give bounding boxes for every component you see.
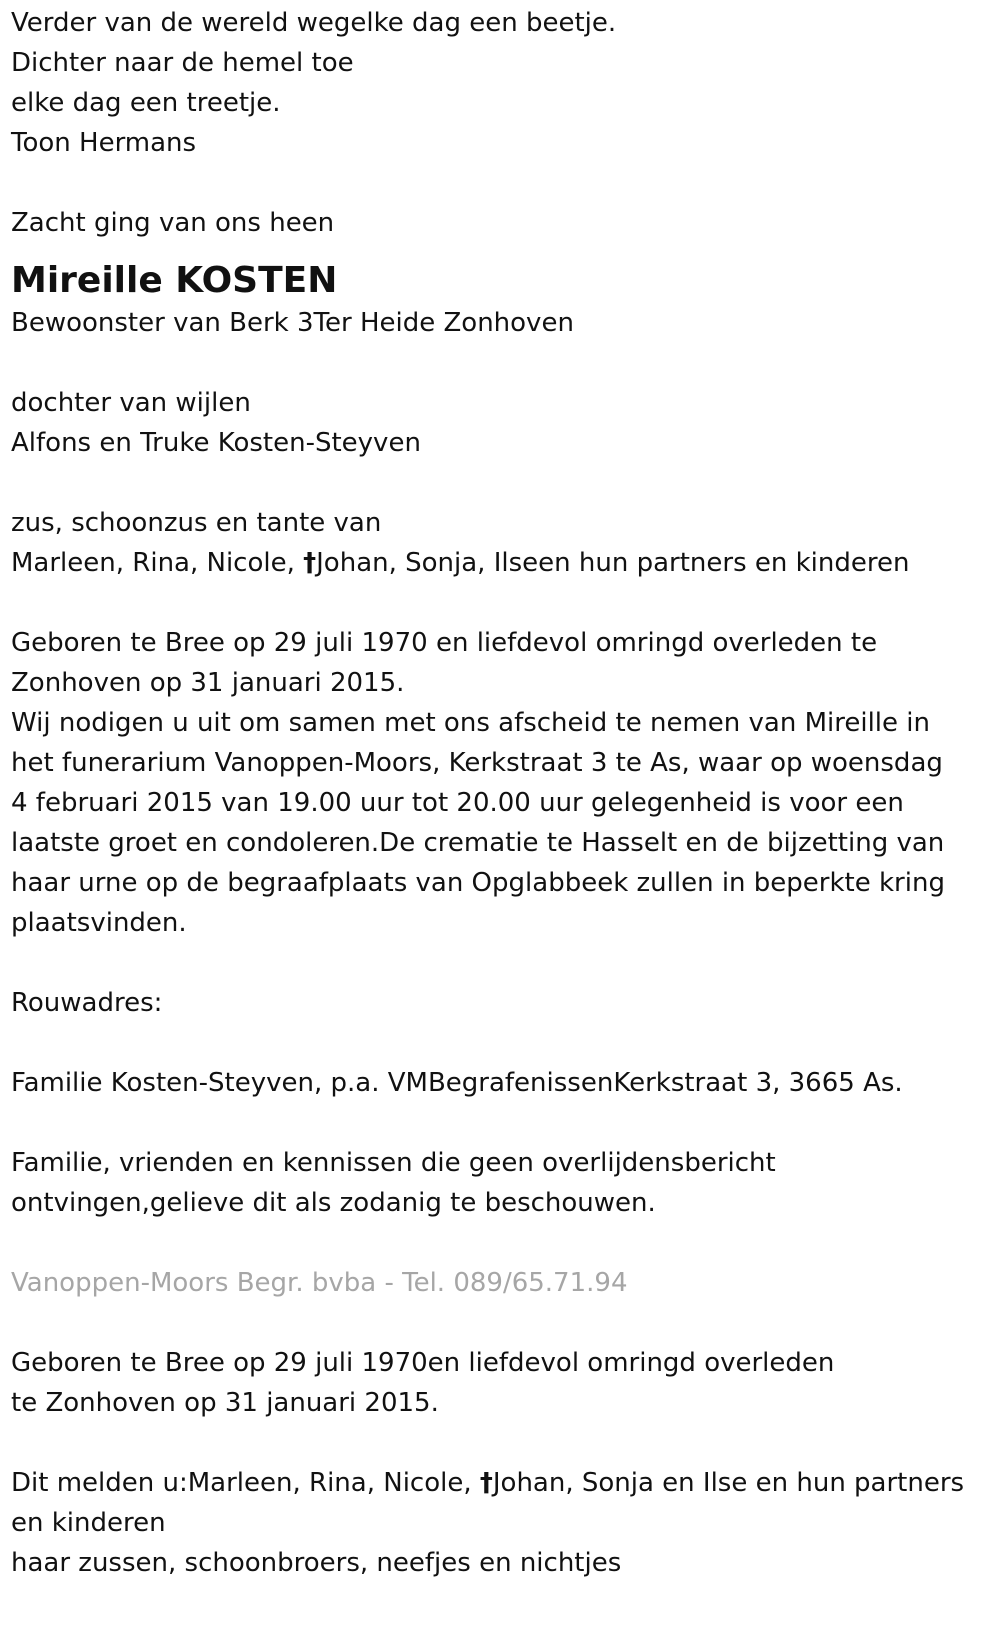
- closing-line-2: en kinderen: [11, 1508, 166, 1538]
- announcement-line: Geboren te Bree op 29 juli 1970 en liefdevol omringd overleden te: [11, 628, 878, 658]
- spacer: [11, 1423, 1000, 1463]
- announcement-line: Zonhoven op 31 januari 2015.: [11, 668, 405, 698]
- announcement-line: het funerarium Vanoppen-Moors, Kerkstraat 3 te As, waar op woensdag: [11, 748, 943, 778]
- spacer: [11, 163, 1000, 203]
- parents-line-2: Alfons en Truke Kosten-Steyven: [11, 428, 421, 458]
- poem-line-3: elke dag een treetje.: [11, 88, 281, 118]
- intro-text: Zacht ging van ons heen: [11, 208, 335, 238]
- poem-author: Toon Hermans: [11, 128, 197, 158]
- closing-text-start: Dit melden u:Marleen, Rina, Nicole,: [11, 1468, 480, 1498]
- siblings-line-1: zus, schoonzus en tante van: [11, 508, 382, 538]
- spacer: [11, 943, 1000, 983]
- mourning-address: Familie Kosten-Steyven, p.a. VMBegrafenissenKerkstraat 3, 3665 As.: [11, 1068, 903, 1098]
- parents-line-1: dochter van wijlen: [11, 388, 251, 418]
- birth-death-line-1: Geboren te Bree op 29 juli 1970en liefdevol omringd overleden: [11, 1348, 835, 1378]
- closing-text-end: Johan, Sonja en Ilse en hun partners: [492, 1468, 965, 1498]
- announcement-line: plaatsvinden.: [11, 908, 187, 938]
- funeral-home-credit: Vanoppen-Moors Begr. bvba - Tel. 089/65.71.94: [11, 1268, 628, 1298]
- cross-icon: †: [303, 548, 317, 578]
- siblings-text-end: Johan, Sonja, Ilseen hun partners en kinderen: [316, 548, 910, 578]
- announcement-line: haar urne op de begraafplaats van Opglabbeek zullen in beperkte kring: [11, 868, 945, 898]
- notice-line-2: ontvingen,gelieve dit als zodanig te beschouwen.: [11, 1188, 656, 1218]
- closing-line-3: haar zussen, schoonbroers, neefjes en nichtjes: [11, 1548, 622, 1578]
- spacer: [11, 583, 1000, 623]
- announcement-line: Wij nodigen u uit om samen met ons afscheid te nemen van Mireille in: [11, 708, 930, 738]
- spacer: [11, 343, 1000, 383]
- spacer: [11, 463, 1000, 503]
- spacer: [11, 1103, 1000, 1143]
- birth-death-line-2: te Zonhoven op 31 januari 2015.: [11, 1388, 439, 1418]
- notice-line-1: Familie, vrienden en kennissen die geen overlijdensbericht: [11, 1148, 776, 1178]
- spacer: [11, 1223, 1000, 1263]
- cross-icon: †: [479, 1468, 493, 1498]
- closing-line-1: [11, 1463, 1000, 1503]
- spacer: [11, 1303, 1000, 1343]
- siblings-line-2: [11, 543, 1000, 583]
- deceased-residence: Bewoonster van Berk 3Ter Heide Zonhoven: [11, 308, 574, 338]
- announcement-line: laatste groet en condoleren.De crematie te Hasselt en de bijzetting van: [11, 828, 945, 858]
- poem-line-1: Verder van de wereld wegelke dag een beetje.: [11, 8, 617, 38]
- spacer: [11, 1023, 1000, 1063]
- deceased-name: Mireille KOSTEN: [11, 260, 338, 301]
- announcement-line: 4 februari 2015 van 19.00 uur tot 20.00 uur gelegenheid is voor een: [11, 788, 904, 818]
- mourning-address-label: Rouwadres:: [11, 988, 163, 1018]
- siblings-text-start: Marleen, Rina, Nicole,: [11, 548, 304, 578]
- poem-line-2: Dichter naar de hemel toe: [11, 48, 354, 78]
